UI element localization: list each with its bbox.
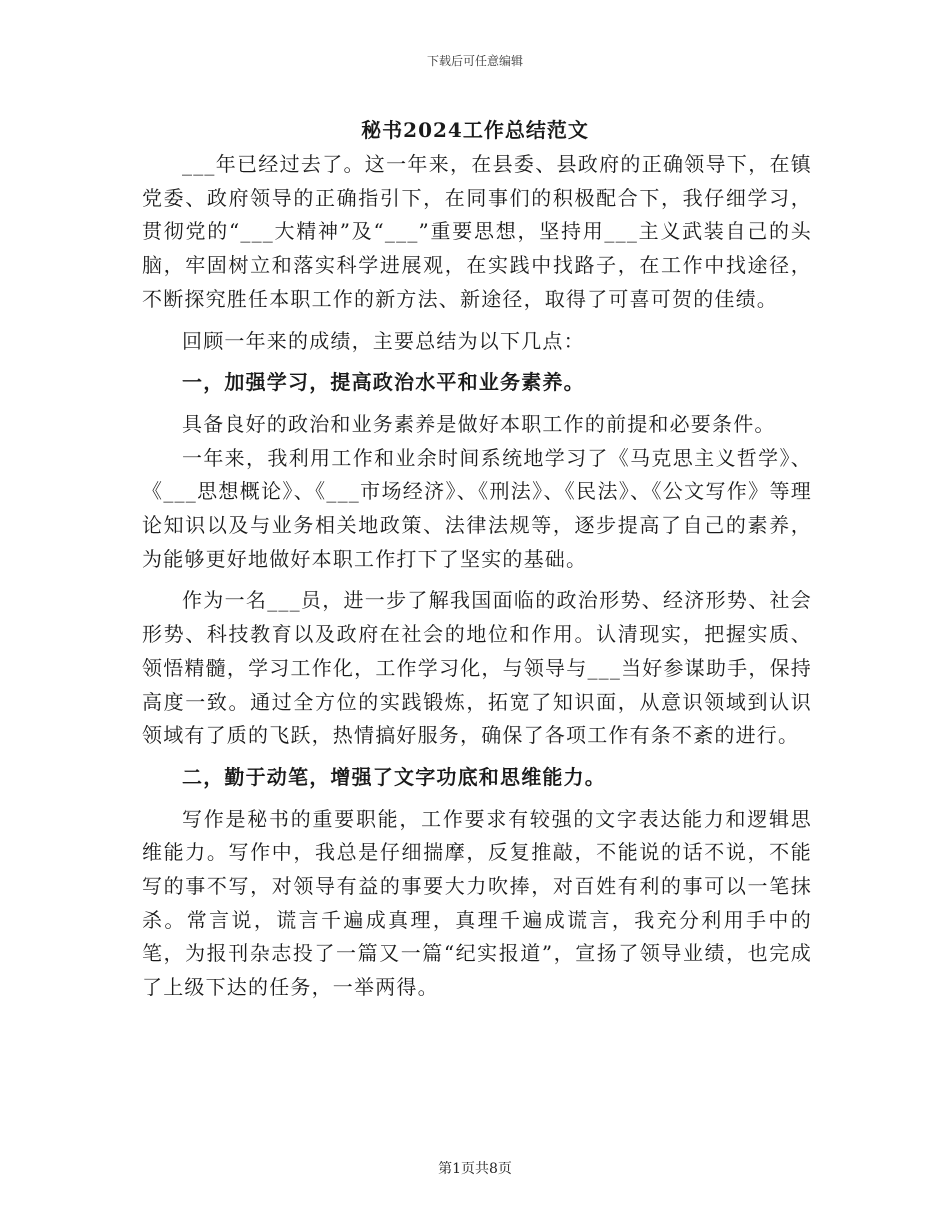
header-note: 下载后可任意编辑 [426, 54, 523, 68]
document-body [142, 148, 812, 1005]
section-heading-2: 二，勤于动笔，增强了文字功底和思维能力。 [182, 764, 606, 789]
paragraph-review: 回顾一年来的成绩，主要总结为以下几点： [182, 328, 585, 353]
paragraph-writing: 写作是秘书的重要职能，工作要求有较强的文字表达能力和逻辑思维能力。写作中，我总是仔细揣摩，反复推敲，不能说的话不说，不能写的事不写，对领导有益的事要大力吹捧，对百姓有利的事可以一笔抹杀。常言说，谎言千遍成真理，真理千遍成谎言，我充分利用手中的笔，为报刊杂志投了一篇又一篇“纪实报道”，宣扬了领导业绩，也完成了上级下达的任务，一举两得。 [142, 806, 812, 1000]
paragraph-study: 一年来，我利用工作和业余时间系统地学习了《马克思主义哲学》、《___思想概论》、《___市场经济》、《刑法》、《民法》、《公文写作》等理论知识以及与业务相关地政策、法律法规等，逐步提高了自己的素养，为能够更好地做好本职工作打下了坚实的基础。 [142, 445, 812, 571]
page-footer: 第1页共8页 [438, 1161, 512, 1177]
paragraph-role: 作为一名___员，进一步了解我国面临的政治形势、经济形势、社会形势、科技教育以及政府在社会的地位和作用。认清现实，把握实质、领悟精髓，学习工作化，工作学习化，与领导与___当好参谋助手，保持高度一致。通过全方位的实践锻炼，拓宽了知识面，从意识领域到认识领域有了质的飞跃，热情搞好服务，确保了各项工作有条不紊的进行。 [142, 588, 812, 748]
paragraph-premise: 具备良好的政治和业务素养是做好本职工作的前提和必要条件。 [182, 411, 776, 436]
document-title: 秘书2024工作总结范文 [361, 118, 589, 142]
section-heading-1: 一，加强学习，提高政治水平和业务素养。 [182, 370, 585, 395]
paragraph-intro: ___年已经过去了。这一年来，在县委、县政府的正确领导下，在镇党委、政府领导的正确指引下，在同事们的积极配合下，我仔细学习，贯彻党的“___大精神”及“___”重要思想，坚持用___主义武装自己的头脑，牢固树立和落实科学进展观，在实践中找路子，在工作中找途径，不断探究胜任本职工作的新方法、新途径，取得了可喜可贺的佳绩。 [142, 152, 812, 311]
